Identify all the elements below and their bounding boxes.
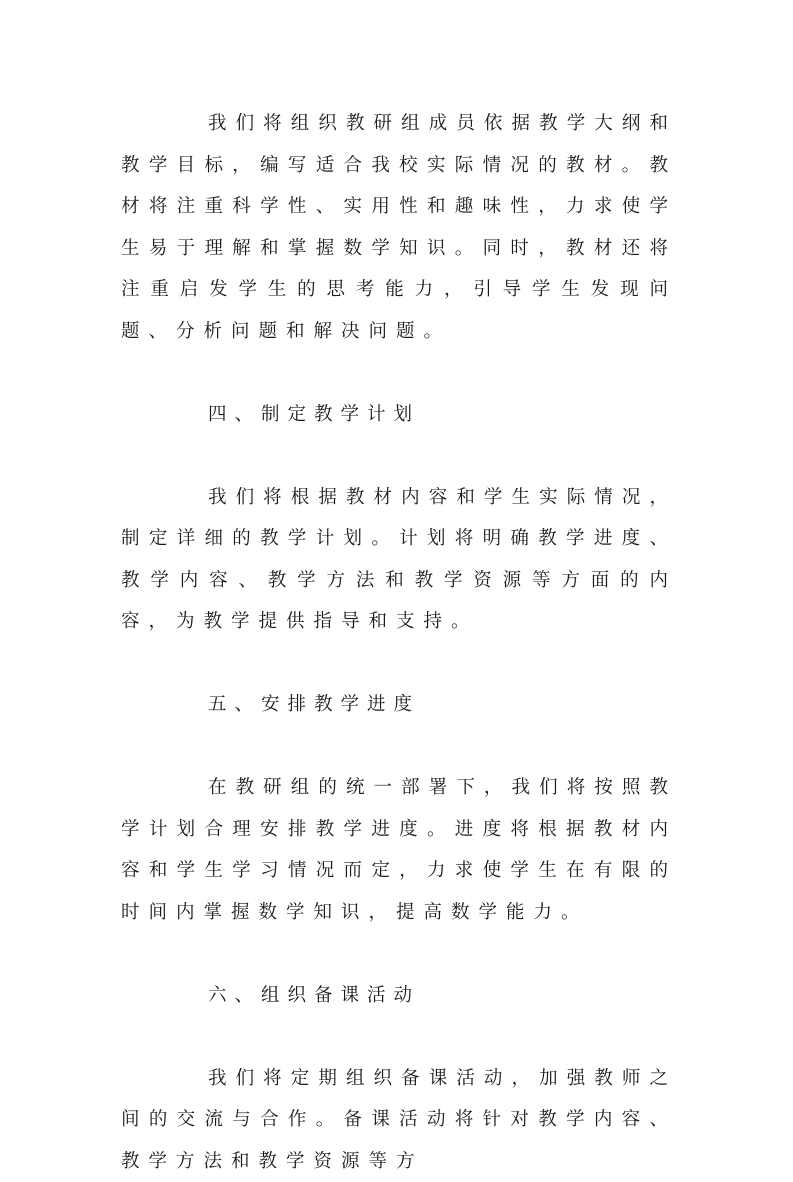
spacer bbox=[121, 933, 677, 975]
paragraph-teaching-schedule: 在教研组的统一部署下，我们将按照教学计划合理安排教学进度。进度将根据教材内容和学生学习情况而定，力求使学生在有限的时间内掌握数学知识，提高数学能力。 bbox=[121, 767, 677, 933]
section-heading-5: 五、安排教学进度 bbox=[121, 684, 677, 726]
spacer bbox=[121, 352, 677, 394]
paragraph-teaching-plan: 我们将根据教材内容和学生实际情况，制定详细的教学计划。计划将明确教学进度、教学内容、教学方法和教学资源等方面的内容，为教学提供指导和支持。 bbox=[121, 477, 677, 643]
paragraph-lesson-prep: 我们将定期组织备课活动，加强教师之间的交流与合作。备课活动将针对教学内容、教学方法和教学资源等方 bbox=[121, 1058, 677, 1182]
spacer bbox=[121, 1016, 677, 1058]
spacer bbox=[121, 643, 677, 685]
section-heading-6: 六、组织备课活动 bbox=[121, 975, 677, 1017]
document-body bbox=[121, 103, 677, 1182]
section-heading-4: 四、制定教学计划 bbox=[121, 394, 677, 436]
spacer bbox=[121, 726, 677, 768]
paragraph-textbook-compilation: 我们将组织教研组成员依据教学大纲和教学目标，编写适合我校实际情况的教材。教材将注重科学性、实用性和趣味性，力求使学生易于理解和掌握数学知识。同时，教材还将注重启发学生的思考能力，引导学生发现问题、分析问题和解决问题。 bbox=[121, 103, 677, 352]
spacer bbox=[121, 435, 677, 477]
